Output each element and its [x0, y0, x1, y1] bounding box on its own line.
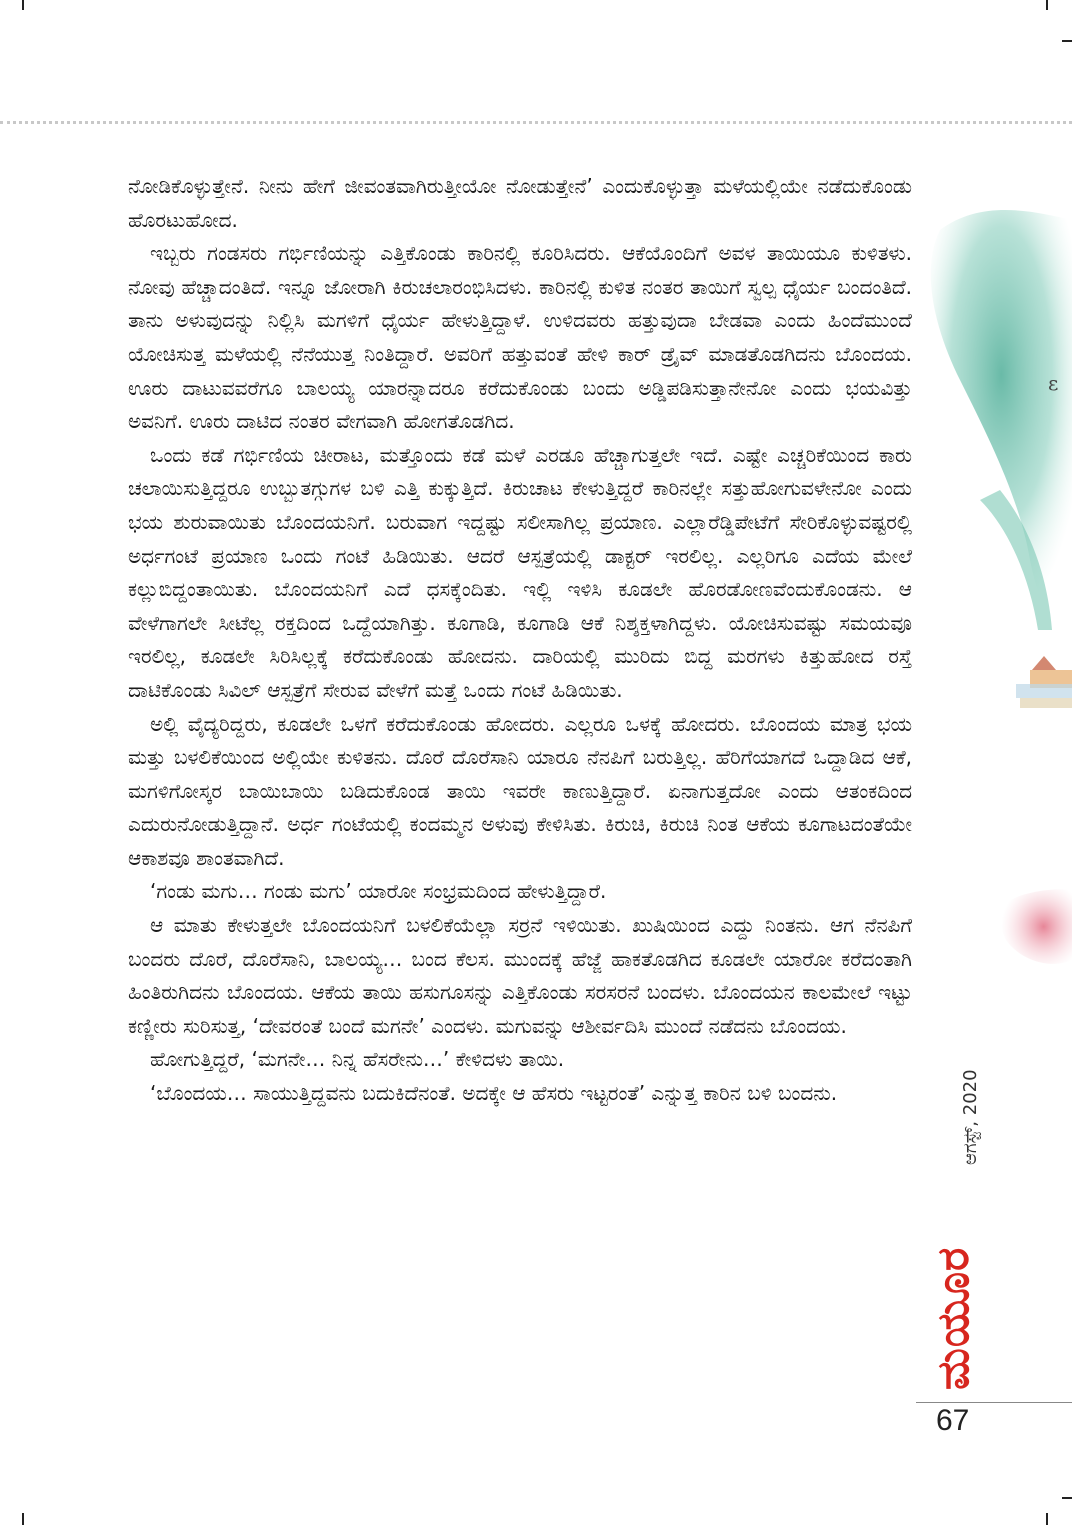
- article-body: [128, 170, 912, 1111]
- paragraph: ‘ಬೊಂದಯ… ಸಾಯುತ್ತಿದ್ದವನು ಬದುಕಿದೆನಂತೆ. ಅದಕ್ಕೇ ಆ ಹೆಸರು ಇಟ್ಟರಂತೆ’ ಎನ್ನುತ್ತ ಕಾರಿನ ಬಳಿ ಬಂದನು.: [150, 1081, 838, 1106]
- ink-scribble-icon: ε: [1048, 371, 1059, 395]
- crop-mark-right-lower: [1062, 1497, 1072, 1499]
- paragraph: ಒಂದು ಕಡೆ ಗರ್ಭಿಣಿಯ ಚೀರಾಟ, ಮತ್ತೊಂದು ಕಡೆ ಮಳೆ ಎರಡೂ ಹೆಚ್ಚಾಗುತ್ತಲೇ ಇದೆ. ಎಷ್ಟೇ ಎಚ್ಚರಿಕೆಯಿಂದ ಕಾರು ಚಲಾಯಿಸುತ್ತಿದ್ದರೂ ಉಬ್ಬುತಗ್ಗುಗಳ ಬಳಿ ಎತ್ತಿ ಕುಕ್ಕುತ್ತಿದೆ. ಕಿರುಚಾಟ ಕೇಳುತ್ತಿದ್ದರೆ ಕಾರಿನಲ್ಲೇ ಸತ್ತುಹೋಗುವಳೇನೋ ಎಂದು ಭಯ ಶುರುವಾಯಿತು ಬೊಂದಯನಿಗೆ. ಬರುವಾಗ ಇದ್ದಷ್ಟು ಸಲೀಸಾಗಿಲ್ಲ ಪ್ರಯಾಣ. ಎಲ್ಲಾರೆಡ್ಡಿಪೇಟೆಗೆ ಸೇರಿಕೊಳ್ಳುವಷ್ಟರಲ್ಲಿ ಅರ್ಧಗಂಟೆ ಪ್ರಯಾಣ ಒಂದು ಗಂಟೆ ಹಿಡಿಯಿತು. ಆದರೆ ಆಸ್ಪತ್ರೆಯಲ್ಲಿ ಡಾಕ್ಟರ್ ಇರಲಿಲ್ಲ. ಎಲ್ಲರಿಗೂ ಎದೆಯ ಮೇಲೆ ಕಲ್ಲುಬಿದ್ದಂತಾಯಿತು. ಬೊಂದಯನಿಗೆ ಎದೆ ಧಸಕ್ಕೆಂದಿತು. ಇಲ್ಲಿ ಇಳಿಸಿ ಕೂಡಲೇ ಹೊರಡೋಣವೆಂದುಕೊಂಡನು. ಆ ವೇಳೆಗಾಗಲೇ ಸೀಟೆಲ್ಲ ರಕ್ತದಿಂದ ಒದ್ದೆಯಾಗಿತ್ತು. ಕೂಗಾಡಿ, ಕೂಗಾಡಿ ಆಕೆ ನಿಶ್ಶಕ್ತಳಾಗಿದ್ದಳು. ಯೋಚಿಸುವಷ್ಟು ಸಮಯವೂ ಇರಲಿಲ್ಲ, ಕೂಡಲೇ ಸಿರಿಸಿಲ್ಲಕ್ಕೆ ಕರೆದುಕೊಂಡು ಹೋದನು. ದಾರಿಯಲ್ಲಿ ಮುರಿದು ಬಿದ್ದ ಮರಗಳು ಕಿತ್ತುಹೋದ ರಸ್ತೆ ದಾಟಿಕೊಂಡು ಸಿವಿಲ್ ಆಸ್ಪತ್ರೆಗೆ ಸೇರುವ ವೇಳೆಗೆ ಮತ್ತೆ ಒಂದು ಗಂಟೆ ಹಿಡಿಯಿತು.: [128, 442, 912, 702]
- footer-rule: [916, 1402, 1072, 1403]
- crop-mark-right-upper: [1062, 40, 1072, 42]
- paragraph: ಹೋಗುತ್ತಿದ್ದರೆ, ‘ಮಗನೇ… ನಿನ್ನ ಹೆಸರೇನು…’ ಕೇಳಿದಳು ತಾಯಿ.: [150, 1047, 565, 1072]
- header-dotted-rule: [0, 121, 1072, 124]
- issue-date: ಆಗಸ್ಟ್, 2020: [960, 1069, 981, 1165]
- crop-mark-bottom-right: [1046, 1513, 1048, 1525]
- paragraph: ಅಲ್ಲಿ ವೈದ್ಯರಿದ್ದರು, ಕೂಡಲೇ ಒಳಗೆ ಕರೆದುಕೊಂಡು ಹೋದರು. ಎಲ್ಲರೂ ಒಳಕ್ಕೆ ಹೋದರು. ಬೊಂದಯ ಮಾತ್ರ ಭಯ ಮತ್ತು ಬಳಲಿಕೆಯಿಂದ ಅಲ್ಲಿಯೇ ಕುಳಿತನು. ದೊರೆ ದೊರೆಸಾನಿ ಯಾರೂ ನೆನಪಿಗೆ ಬರುತ್ತಿಲ್ಲ. ಹೆರಿಗೆಯಾಗದೆ ಒದ್ದಾಡಿದ ಆಕೆ, ಮಗಳಿಗೋಸ್ಕರ ಬಾಯಿಬಾಯಿ ಬಡಿದುಕೊಂಡ ತಾಯಿ ಇವರೇ ಕಾಣುತ್ತಿದ್ದಾರೆ. ಏನಾಗುತ್ತದೋ ಎಂದು ಆತಂಕದಿಂದ ಎದುರುನೋಡುತ್ತಿದ್ದಾನೆ. ಅರ್ಧ ಗಂಟೆಯಲ್ಲಿ ಕಂದಮ್ಮನ ಅಳುವು ಕೇಳಿಸಿತು. ಕಿರುಚಿ, ಕಿರುಚಿ ನಿಂತ ಆಕೆಯ ಕೂಗಾಟದಂತೆಯೇ ಆಕಾಶವೂ ಶಾಂತವಾಗಿದೆ.: [128, 711, 912, 870]
- page-number: 67: [936, 1404, 970, 1437]
- watercolor-illustration: [920, 200, 1072, 1080]
- magazine-logo: ಮಯೂರ: [928, 1246, 979, 1390]
- pink-splash: [1001, 889, 1072, 964]
- paragraph: ಆ ಮಾತು ಕೇಳುತ್ತಲೇ ಬೊಂದಯನಿಗೆ ಬಳಲಿಕೆಯೆಲ್ಲಾ ಸರ್ರನೆ ಇಳಿಯಿತು. ಖುಷಿಯಿಂದ ಎದ್ದು ನಿಂತನು. ಆಗ ನೆನಪಿಗೆ ಬಂದರು ದೊರೆ, ದೊರೆಸಾನಿ, ಬಾಲಯ್ಯ… ಬಂದ ಕೆಲಸ. ಮುಂದಕ್ಕೆ ಹೆಜ್ಜೆ ಹಾಕತೊಡಗಿದ ಕೂಡಲೇ ಯಾರೋ ಕರೆದಂತಾಗಿ ಹಿಂತಿರುಗಿದನು ಬೊಂದಯ. ಆಕೆಯ ತಾಯಿ ಹಸುಗೂಸನ್ನು ಎತ್ತಿಕೊಂಡು ಸರಸರನೆ ಬಂದಳು. ಬೊಂದಯನ ಕಾಲಮೇಲೆ ಇಟ್ಟು ಕಣ್ಣೀರು ಸುರಿಸುತ್ತ, ‘ದೇವರಂತೆ ಬಂದೆ ಮಗನೇ’ ಎಂದಳು. ಮಗುವನ್ನು ಆಶೀರ್ವದಿಸಿ ಮುಂದೆ ನಡೆದನು ಬೊಂದಯ.: [128, 913, 912, 1038]
- crop-mark-bottom-left: [22, 1513, 24, 1525]
- paragraph: ಇಬ್ಬರು ಗಂಡಸರು ಗರ್ಭಿಣಿಯನ್ನು ಎತ್ತಿಕೊಂಡು ಕಾರಿನಲ್ಲಿ ಕೂರಿಸಿದರು. ಆಕೆಯೊಂದಿಗೆ ಅವಳ ತಾಯಿಯೂ ಕುಳಿತಳು. ನೋವು ಹೆಚ್ಚಾದಂತಿದೆ. ಇನ್ನೂ ಜೋರಾಗಿ ಕಿರುಚಲಾರಂಭಿಸಿದಳು. ಕಾರಿನಲ್ಲಿ ಕುಳಿತ ನಂತರ ತಾಯಿಗೆ ಸ್ವಲ್ಪ ಧೈರ್ಯ ಬಂದಂತಿದೆ. ತಾನು ಅಳುವುದನ್ನು ನಿಲ್ಲಿಸಿ ಮಗಳಿಗೆ ಧೈರ್ಯ ಹೇಳುತ್ತಿದ್ದಾಳೆ. ಉಳಿದವರು ಹತ್ತುವುದಾ ಬೇಡವಾ ಎಂದು ಹಿಂದೆಮುಂದೆ ಯೋಚಿಸುತ್ತ ಮಳೆಯಲ್ಲಿ ನೆನೆಯುತ್ತ ನಿಂತಿದ್ದಾರೆ. ಅವರಿಗೆ ಹತ್ತುವಂತೆ ಹೇಳಿ ಕಾರ್ ಡ್ರೈವ್ ಮಾಡತೊಡಗಿದನು ಬೊಂದಯ. ಊರು ದಾಟುವವರೆಗೂ ಬಾಲಯ್ಯ ಯಾರನ್ನಾದರೂ ಕರೆದುಕೊಂಡು ಬಂದು ಅಡ್ಡಿಪಡಿಸುತ್ತಾನೇನೋ ಎಂದು ಭಯವಿತ್ತು ಅವನಿಗೆ. ಊರು ದಾಟಿದ ನಂತರ ವೇಗವಾಗಿ ಹೋಗತೊಡಗಿದ.: [128, 241, 912, 434]
- paragraph: ನೋಡಿಕೊಳ್ಳುತ್ತೇನೆ. ನೀನು ಹೇಗೆ ಜೀವಂತವಾಗಿರುತ್ತೀಯೋ ನೋಡುತ್ತೇನೆ’ ಎಂದುಕೊಳ್ಳುತ್ತಾ ಮಳೆಯಲ್ಲಿಯೇ ನಡೆದುಕೊಂಡು ಹೊರಟುಹೋದ.: [128, 174, 912, 232]
- crop-mark-top-right: [1046, 0, 1048, 10]
- paragraph: ‘ಗಂಡು ಮಗು… ಗಂಡು ಮಗು’ ಯಾರೋ ಸಂಭ್ರಮದಿಂದ ಹೇಳುತ್ತಿದ್ದಾರೆ.: [150, 879, 607, 904]
- crop-mark-top-left: [22, 0, 24, 10]
- village-scene: [1016, 656, 1072, 708]
- teal-splash: [931, 210, 1072, 622]
